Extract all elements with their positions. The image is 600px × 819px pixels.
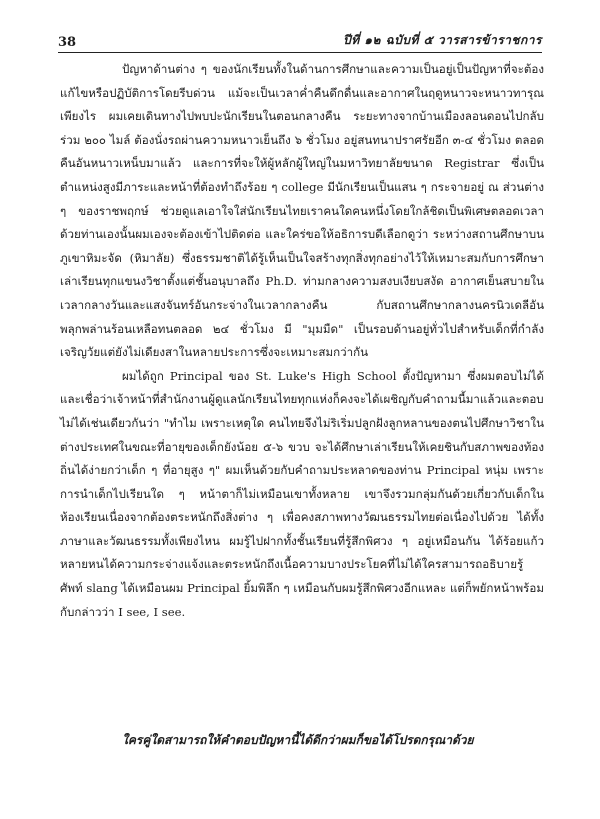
page-header [58,30,542,50]
header-rule [58,52,542,53]
running-head: ปีที่ ๑๒ ฉบับที่ ๕ วารสารข้าราชการ [343,33,542,47]
paragraph-2: ผมได้ถูก Principal ของ St. Luke's High School ตั้งปัญหามา ซึ่งผมตอบไม่ได้ และเชื่อว่าเจ้าหน้าที่สำนักงานผู้ดูแลนักเรียนไทยทุกแห่งก็คงจะได้เผชิญกับคำถามนี้มาแล้วและตอบไม่ได้เช่นเดียวกันว่า "ทำไม เพราะเหตุใด คนไทยจึงไม่ริเริ่มปลูกฝังลูกหลานของตนไปศึกษาวิชาในต่างประเทศในขณะที่อายุของเด็กยังน้อย ๕-๖ ขวบ จะได้ศึกษาเล่าเรียนให้เคยชินกับสภาพของท้องถิ่นได้ง่ายกว่าเด็ก ๆ ที่อายุสูง ๆ" ผมเห็นด้วยกับคำถามประหลาดของท่าน Principal หนุ่ม เพราะการนำเด็กไปเรียนใด ๆ หน้าตาก็ไม่เหมือนเขาทั้งหลาย เขาจึงรวมกลุ่มกันด้วยเกี่ยวกับเด็กในห้องเรียนเนื่องจากต้องตระหนักถึงสิ่งต่าง ๆ เพื่อคงสภาพทางวัฒนธรรมไทยต่อเนื่องไปด้วย ได้ทั้งภาษาและวัฒนธรรมทั้งเพียงไหน ผมรู้ไปฝากทั้งชั้นเรียนที่รู้สึกพิศวง ๆ อยู่เหมือนกัน ได้ร้อยแก้วหลายหนได้ความกระจ่างแจ้งและตระหนักถึงเนื้อความบางประโยคที่ไม่ได้ใครสามารถอธิบายรู้ศัพท์ slang ได้เหมือนผม Principal ยิ้มพิลึก ๆ เหมือนกับผมรู้สึกพิศวงอีกแหละ แต่ก็พยักหน้าพร้อมกับกล่าวว่า I see, I see. [60,368,544,619]
article-body [60,58,544,624]
closing-request: ใครคู่ใดสามารถให้คำตอบปัญหานี้ได้ดีกว่าผมก็ขอได้โปรดกรุณาด้วย [122,733,474,747]
paragraph-1: ปัญหาด้านต่าง ๆ ของนักเรียนทั้งในด้านการศึกษาและความเป็นอยู่เป็นปัญหาที่จะต้องแก้ไขหรือปฏิบัติการโดยรีบด่วน แม้จะเป็นเวลาค่ำคืนดึกดื่นและอากาศในฤดูหนาวจะหนาวทารุณเพียงไร ผมเคยเดินทางไปพบปะนักเรียนในตอนกลางคืน ระยะทางจากบ้านเมืองลอนดอนไปกลับร่วม ๒๐๐ ไมล์ ต้องนั่งรถผ่านความหนาวเย็นถึง ๖ ชั่วโมง อยู่สนทนาปราศรัยอีก ๓-๔ ชั่วโมง ตลอดคืนอันหนาวเหน็บมาแล้ว และการที่จะให้ผู้หลักผู้ใหญ่ในมหาวิทยาลัยขนาด Registrar ซึ่งเป็นตำแหน่งสูงมีภาระและหน้าที่ต้องทำถึงร้อย ๆ college มีนักเรียนเป็นแสน ๆ กระจายอยู่ ณ ส่วนต่าง ๆ ของราชพฤกษ์ ช่วยดูแลเอาใจใส่นักเรียนไทยเราคนใดคนหนึ่งโดยใกล้ชิดเป็นพิเศษตลอดเวลาด้วยท่านเองนั้นผมเองจะต้องเข้าไปติดต่อ และใคร่ขอให้อธิการบดีเลือกดูว่า ระหว่างสถานศึกษาบนภูเขาหิมะจัด (หิมาลัย) ซึ่งธรรมชาติได้รู้เห็นเป็นใจสร้างทุกสิ่งทุกอย่างไว้ให้เหมาะสมกับการศึกษาเล่าเรียนทุกแขนงวิชาตั้งแต่ชั้นอนุบาลถึง Ph.D. ท่ามกลางความสงบเงียบสงัด อากาศเย็นสบายในเวลากลางวันและแสงจันทร์อันกระจ่างในเวลากลางคืน กับสถานศึกษากลางนครนิวเดลีอันพลุกพล่านร้อนเหลือทนตลอด ๒๔ ชั่วโมง มี "มุมมืด" เป็นรอบด้านอยู่ทั่วไปสำหรับเด็กที่กำลังเจริญวัยแต่ยังไม่เดียงสาในหลายประการซึ่งจะเหมาะสมกว่ากัน [60,62,544,360]
page-number: 38 [58,35,77,50]
